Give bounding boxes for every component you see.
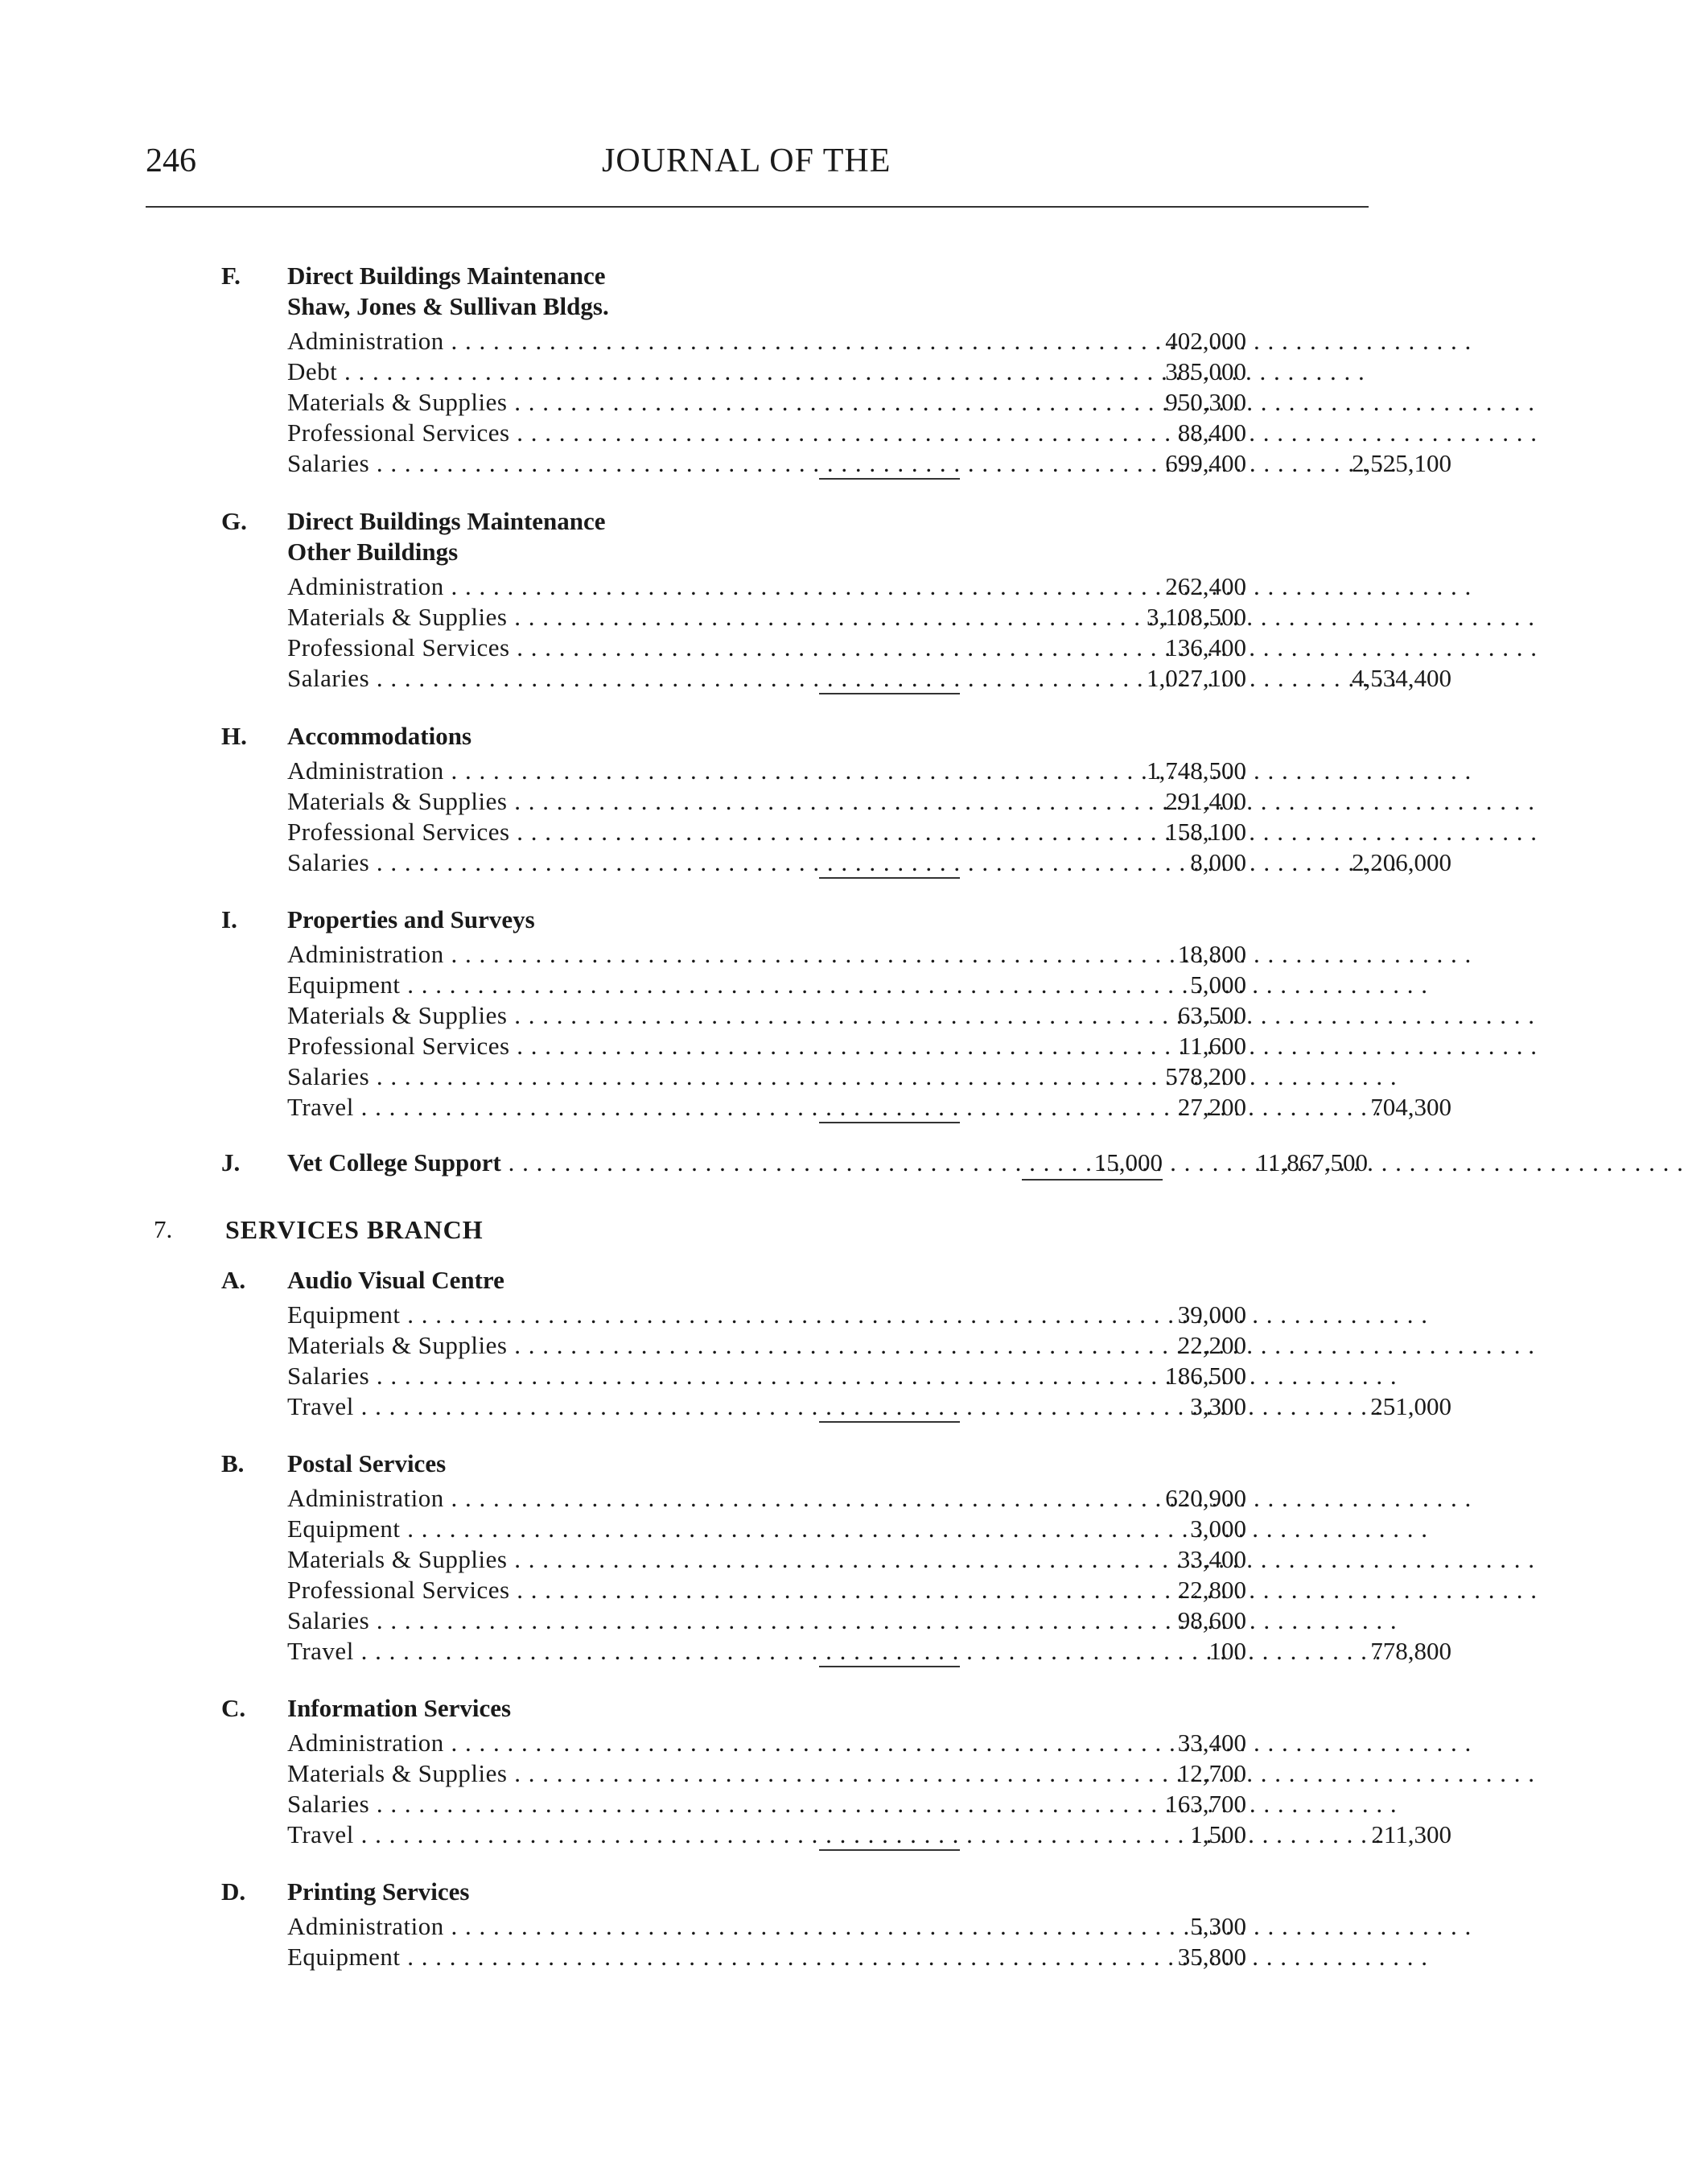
subsection-title-line2: Other Buildings [287,538,459,566]
line-item-label: Materials & Supplies . . . [287,1545,754,1574]
line-item-label: Professional Services . . . [287,1576,754,1605]
line-item [287,756,1381,787]
line-item [287,1545,1381,1576]
line-item [287,1093,1451,1123]
line-item-label: Materials & Supplies . . . [287,1759,754,1788]
line-item-amount: 5,300 [1190,1912,1246,1940]
line-item [287,940,1381,970]
line-item-label: Travel . . . [287,1093,754,1122]
line-item [287,1001,1381,1032]
line-item-label: Salaries . . . [287,1790,754,1819]
line-item [287,1576,1381,1606]
line-item [287,449,1451,480]
line-item-amount: 1,748,500 [1147,756,1246,785]
line-item-amount: 8,000 [1190,848,1246,876]
line-item-label: Materials & Supplies . . . [287,388,754,417]
line-item [287,1331,1381,1362]
line-item-amount: 402,000 [1165,327,1246,355]
subsection-title: Vet College Support . . . [287,1148,955,1177]
line-item-amount: 1,500 [1190,1820,1246,1848]
line-item-amount: 3,300 [1190,1392,1246,1420]
line-item-amount: 950,300 [1165,388,1246,416]
line-item [287,848,1451,879]
line-item-amount: 1,027,100 [1147,664,1246,692]
line-item-amount: 22,200 [1177,1331,1246,1359]
line-item-amount: 35,800 [1177,1943,1246,1971]
line-item-label: Professional Services . . . [287,1032,754,1061]
line-item-label: Salaries . . . [287,449,754,478]
subsection-title: Direct Buildings Maintenance [287,262,606,290]
line-item-label: Administration . . . [287,1729,754,1758]
line-item-label: Materials & Supplies . . . [287,787,754,816]
line-item-amount: 291,400 [1165,787,1246,815]
line-item [287,1759,1381,1790]
line-item-amount: 11,600 [1178,1032,1246,1060]
line-item [287,970,1381,1001]
line-item-amount: 88,400 [1177,418,1246,447]
line-item-label: Professional Services . . . [287,633,754,662]
header-rule [146,206,1369,208]
line-item [287,1606,1381,1637]
subsection-letter: C. [221,1694,246,1722]
line-item-amount: 699,400 [1165,449,1246,477]
subsection-total: 704,300 [1370,1093,1451,1121]
line-item-label: Professional Services . . . [287,818,754,847]
line-item-amount: 12,700 [1177,1759,1246,1787]
line-item-amount: 3,000 [1190,1514,1246,1543]
subsection-total: 251,000 [1370,1392,1451,1420]
line-item [287,1032,1381,1062]
line-item-label: Materials & Supplies . . . [287,1001,754,1030]
line-item-amount: 27,200 [1177,1093,1246,1121]
line-item-label: Equipment . . . [287,1514,754,1543]
line-item [287,818,1381,848]
line-item-label: Administration . . . [287,327,754,356]
line-item-amount: 3,108,500 [1147,603,1246,631]
subsection-letter: I. [221,905,237,933]
line-item-amount: 39,000 [1177,1300,1246,1329]
subsection-total: 4,534,400 [1352,664,1451,692]
line-item-amount: 33,400 [1177,1729,1246,1757]
line-item-amount: 158,100 [1165,818,1246,846]
subsection-letter: D. [221,1877,246,1906]
subtotal-rule [819,693,960,694]
line-item-label: Materials & Supplies . . . [287,603,754,632]
section-title: SERVICES BRANCH [225,1215,484,1244]
line-item-amount: 63,500 [1177,1001,1246,1029]
section-number: 7. [154,1215,173,1243]
subtotal-rule [819,1421,960,1423]
line-item [287,1392,1451,1423]
line-item [287,664,1451,694]
subsection-total: 2,206,000 [1352,848,1451,876]
section-grand-total: 11,867,500 [1256,1148,1368,1176]
line-item-amount: 578,200 [1165,1062,1246,1090]
line-item-amount: 385,000 [1165,357,1246,385]
line-item-amount: 5,000 [1190,970,1246,999]
line-item-label: Equipment . . . [287,1943,754,1972]
line-item [287,1820,1451,1851]
line-item [287,1300,1381,1331]
subsection-title: Properties and Surveys [287,905,535,933]
line-item-label: Travel . . . [287,1820,754,1849]
line-item-label: Materials & Supplies . . . [287,1331,754,1360]
line-item-label: Professional Services . . . [287,418,754,447]
subsection-title: Direct Buildings Maintenance [287,507,606,535]
line-item-amount: 33,400 [1177,1545,1246,1573]
line-item [287,603,1381,633]
line-item-amount: 620,900 [1165,1484,1246,1512]
line-item-amount: 136,400 [1165,633,1246,661]
line-item [287,1637,1451,1667]
page-number: 246 [146,142,196,179]
line-item-label: Salaries . . . [287,664,754,693]
page-header [0,0,1420,209]
line-item [287,1484,1381,1514]
line-item [287,327,1381,357]
line-item-amount: 186,500 [1165,1362,1246,1390]
subsection-title-line2: Shaw, Jones & Sullivan Bldgs. [287,292,609,320]
line-item [287,787,1381,818]
subsection-title: Information Services [287,1694,512,1722]
line-item [287,1062,1381,1093]
line-item [287,1729,1381,1759]
line-item-label: Administration . . . [287,1912,754,1941]
line-item [287,1514,1381,1545]
subtotal-rule [819,1122,960,1123]
line-item-amount: 98,600 [1177,1606,1246,1634]
line-item-label: Debt . . . [287,357,754,386]
subsection-title: Accommodations [287,722,472,750]
subtotal-rule [819,1849,960,1851]
line-item [287,1790,1381,1820]
running-title: JOURNAL OF THE [602,142,891,179]
subsection-title: Printing Services [287,1877,470,1906]
subtotal-rule [819,877,960,879]
subsection-title: Postal Services [287,1449,447,1477]
line-item-label: Equipment . . . [287,1300,754,1329]
subsection-letter: J. [221,1148,241,1176]
subtotal-rule [1022,1179,1163,1181]
subsection-letter: A. [221,1266,246,1294]
line-item-amount: 163,700 [1165,1790,1246,1818]
subsection-total: 211,300 [1371,1820,1451,1848]
subtotal-rule [819,1666,960,1667]
line-item-label: Administration . . . [287,1484,754,1513]
line-item-label: Salaries . . . [287,1362,754,1391]
line-item [287,388,1381,418]
line-item-label: Salaries . . . [287,1062,754,1091]
subsection-letter: B. [221,1449,245,1477]
line-item [287,1943,1381,1973]
subsection-letter: F. [221,262,241,290]
line-item-amount: 22,800 [1177,1576,1246,1604]
subtotal-rule [819,478,960,480]
line-item-label: Travel . . . [287,1392,754,1421]
subsection-total: 778,800 [1370,1637,1451,1665]
line-item [287,1362,1381,1392]
line-item [287,633,1381,664]
line-item [287,418,1381,449]
subsection-total: 2,525,100 [1352,449,1451,477]
line-item-label: Administration . . . [287,572,754,601]
line-item-label: Administration . . . [287,756,754,785]
line-item [287,1912,1381,1943]
line-item-label: Salaries . . . [287,848,754,877]
line-item-amount: 18,800 [1177,940,1246,968]
line-item-label: Equipment . . . [287,970,754,999]
subsection-total: 15,000 [1093,1148,1163,1176]
line-item [287,572,1381,603]
line-item-label: Travel . . . [287,1637,754,1666]
subsection-letter: G. [221,507,247,535]
line-item-amount: 100 [1208,1637,1246,1665]
subsection-letter: H. [221,722,247,750]
line-item-amount: 262,400 [1165,572,1246,600]
subsection-title: Audio Visual Centre [287,1266,504,1294]
line-item [287,357,1381,388]
line-item-label: Salaries . . . [287,1606,754,1635]
line-item-label: Administration . . . [287,940,754,969]
